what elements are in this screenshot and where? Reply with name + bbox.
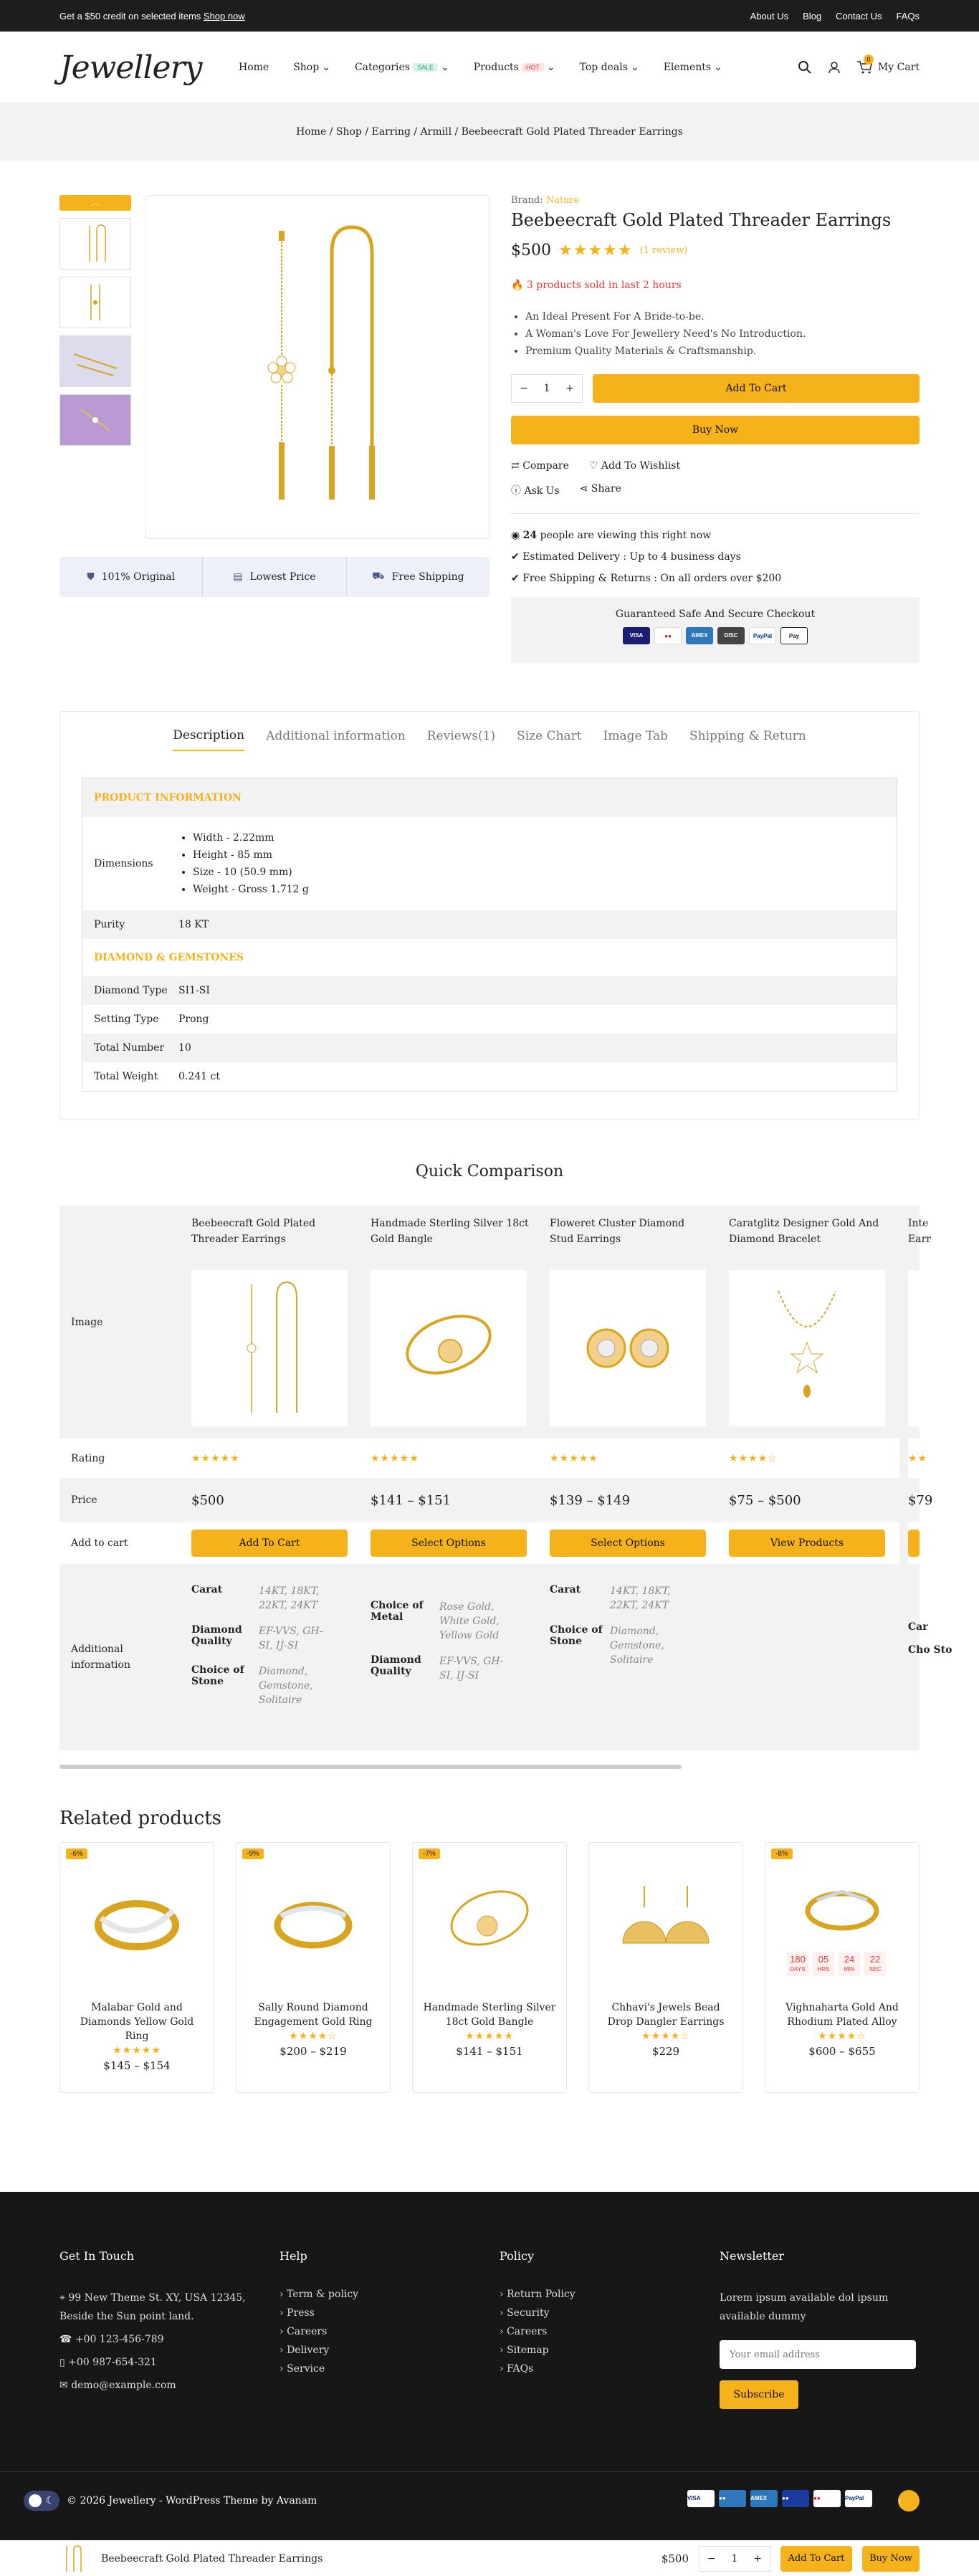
plus-icon[interactable]: + [565, 383, 575, 394]
truck-icon: ⛟ [372, 571, 385, 582]
attr-value: Rose Gold, White Gold, Yellow Gold [439, 1601, 500, 1641]
spec-heading: PRODUCT INFORMATION [82, 778, 897, 817]
product-card[interactable] [59, 1842, 214, 2093]
paypal-icon: PayPal [845, 2490, 872, 2507]
spec-value: 10 [178, 1042, 191, 1054]
attr-label: Diamond Quality [371, 1654, 421, 1677]
compare-rating: ★★★★☆ [720, 1439, 899, 1478]
product-price: $500 [511, 242, 551, 259]
address: ⌖ 99 New Theme St. XY, USA 12345, Beside the Sun point land. [59, 2292, 246, 2322]
applepay-icon: Pay [780, 627, 808, 644]
feature-list [511, 308, 920, 360]
quantity-value: 1 [543, 383, 550, 394]
footer-heading: Policy [500, 2249, 534, 2263]
compare-add-to-cart[interactable]: Add To Cart [191, 1530, 348, 1557]
spec-value: • Size - 10 (50.9 mm) [193, 864, 309, 881]
thumbnail[interactable] [59, 277, 131, 328]
tab-reviews[interactable]: Reviews(1) [426, 729, 496, 743]
attr-value: EF-VVS, GH-SI, IJ-SI [259, 1626, 323, 1651]
maestro-icon: ●● [782, 2490, 809, 2507]
product-price: $145 – $154 [103, 2059, 171, 2072]
mastercard-icon: ●● [654, 627, 682, 644]
attr-label: Car [908, 1621, 928, 1633]
nav-home[interactable]: Home [239, 62, 269, 73]
tab-shipping-return[interactable]: Shipping & Return [689, 729, 806, 743]
timer-seconds: 22 SEC [864, 1952, 886, 1976]
nav-shop[interactable]: Shop ⌄ [293, 62, 330, 73]
sticky-add-to-cart[interactable]: Add To Cart [780, 2546, 852, 2572]
product-price: $229 [651, 2045, 680, 2058]
compare-price: $139 – $149 [550, 1492, 631, 1508]
compare-button[interactable]: ⇄ Compare [511, 460, 569, 472]
product-name[interactable]: Sally Round Diamond Engagement Gold Ring [254, 2002, 373, 2028]
rating-stars: ★★★★★ [558, 242, 633, 259]
row-label: Rating [59, 1439, 183, 1478]
spec-value: 18 KT [178, 919, 209, 930]
mail-icon: ✉ [59, 2380, 68, 2391]
compare-column [362, 1206, 541, 1750]
timer-days: 180 DAYS [787, 1952, 808, 1976]
footer-heading: Get In Touch [59, 2249, 135, 2263]
product-name[interactable]: Handmade Sterling Silver 18ct Gold Bangle [423, 2002, 556, 2028]
attr-value: Diamond, Gemstone, Solitaire [610, 1626, 664, 1666]
header [0, 32, 979, 103]
moon-icon: ☾ [45, 2495, 55, 2506]
footer-link[interactable]: › Careers [280, 2326, 328, 2337]
comparison-scrollbar[interactable] [59, 1765, 682, 1769]
footer-link[interactable]: › Careers [500, 2326, 548, 2337]
wishlist-button[interactable]: ♡ Add To Wishlist [588, 460, 681, 472]
compare-name[interactable]: Beebeecraft Gold Plated Threader Earrings [191, 1218, 316, 1245]
newsletter-text: Lorem ipsum available dol ipsum available dummy [720, 2292, 889, 2322]
spec-value: • Width - 2.22mm [193, 829, 309, 846]
row-label: Add to cart [59, 1522, 183, 1564]
badge-original: ⛊ 101% Original [59, 557, 203, 597]
compare-select-options[interactable]: Select Options [550, 1530, 706, 1557]
discover-icon: DISC [717, 627, 745, 644]
compare-price: $75 – $500 [729, 1492, 801, 1508]
footer-link[interactable]: › Security [500, 2307, 550, 2319]
sticky-title: Beebeecraft Gold Plated Threader Earrings [101, 2552, 323, 2565]
rating-stars: ★★★★☆ [641, 2031, 690, 2042]
hot-badge: HOT [522, 63, 544, 72]
timer-hours: 05 HRS [813, 1952, 834, 1976]
chevron-down-icon: ⌄ [322, 62, 330, 73]
user-icon[interactable] [828, 61, 841, 74]
product-name[interactable]: Chhavi's Jewels Bead Drop Dangler Earrings [607, 2002, 725, 2028]
product-name[interactable]: Malabar Gold and Diamonds Yellow Gold Ring [80, 2002, 194, 2042]
product-card[interactable] [412, 1842, 567, 2093]
money-icon: ▤ [233, 571, 243, 583]
paypal-icon: PayPal [749, 627, 776, 644]
compare-image[interactable] [729, 1270, 885, 1426]
brand-link[interactable]: Nature [545, 195, 580, 206]
sold-notice: 🔥 3 products sold in last 2 hours [511, 280, 682, 291]
attr-label: Choice of Stone [191, 1664, 244, 1687]
row-label: Price [71, 1494, 97, 1506]
badge-lowest-price: ▤ Lowest Price [203, 557, 346, 597]
chevron-down-icon: ⌄ [440, 62, 449, 73]
faqs-link[interactable]: FAQs [896, 10, 920, 22]
visa-icon: VISA [623, 627, 650, 644]
mobile-icon: ▯ [59, 2357, 65, 2368]
attr-label: Carat [191, 1584, 223, 1595]
attr-label: Cho Sto [908, 1644, 952, 1656]
cart-label: My Cart [877, 62, 920, 73]
shop-now-link[interactable]: Shop now [203, 10, 245, 22]
attr-label: Choice of Metal [371, 1600, 424, 1623]
spec-table [82, 778, 897, 1092]
spec-label: Total Weight [94, 1071, 158, 1082]
brand: Brand: Nature [511, 195, 580, 206]
thumb-up-button[interactable] [59, 195, 131, 211]
footer-heading: Help [280, 2249, 307, 2263]
spec-label: Total Number [94, 1042, 165, 1054]
quantity-value: 1 [731, 2552, 738, 2565]
contact-link[interactable]: Contact Us [836, 10, 882, 22]
nav-products[interactable]: Products HOT ⌄ [473, 62, 555, 73]
quantity-stepper[interactable] [511, 374, 583, 403]
phone-icon: ☎ [59, 2334, 72, 2345]
product-name[interactable]: Vighnaharta Gold And Rhodium Plated Alloy [785, 2002, 899, 2028]
attr-label: Choice of Stone [550, 1624, 603, 1647]
nav-elements[interactable]: Elements ⌄ [663, 62, 722, 73]
amex-icon: AMEX [686, 627, 713, 644]
spec-label: Setting Type [94, 1013, 159, 1025]
spec-label: Dimensions [94, 858, 153, 869]
discount-badge: -8% [771, 1848, 793, 1859]
compare-name[interactable]: Inte Earr [908, 1218, 931, 1245]
share-icon: ⋖ [579, 483, 588, 495]
tab-image[interactable]: Image Tab [603, 729, 668, 743]
check-icon: ✔ [511, 573, 520, 584]
comparison-table [59, 1206, 952, 1779]
mobile[interactable]: ▯ +00 987-654-321 [59, 2357, 157, 2368]
logo[interactable]: Jewellery [59, 49, 202, 86]
sticky-product-thumb [59, 2544, 84, 2573]
promo: Get a $50 credit on selected items Shop now [59, 10, 245, 22]
footer-link[interactable]: › Delivery [280, 2344, 330, 2356]
chevron-down-icon: ⌄ [546, 62, 555, 73]
thumbnail[interactable] [59, 335, 131, 387]
compare-price: $79 [908, 1492, 933, 1508]
product-card[interactable] [236, 1842, 391, 2093]
compare-rating: ★★ [908, 1439, 920, 1478]
footer-heading: Newsletter [720, 2249, 784, 2263]
footer-link[interactable]: › Sitemap [500, 2344, 549, 2356]
theme-toggle[interactable] [24, 2491, 59, 2511]
footer [0, 2192, 979, 2546]
footer-link[interactable]: › Service [280, 2363, 325, 2375]
product-price: $200 – $219 [280, 2045, 347, 2058]
compare-rating: ★★★★★ [183, 1439, 362, 1478]
share-button[interactable]: ⋖ Share [579, 483, 621, 495]
compare-name[interactable]: Caratglitz Designer Gold And Diamond Bracelet [729, 1218, 879, 1245]
add-to-cart-button[interactable]: Add To Cart [593, 374, 920, 403]
spec-label: Diamond Type [94, 985, 168, 996]
check-icon: ✔ [511, 551, 520, 563]
spec-value: 0.241 ct [178, 1071, 220, 1082]
footer-link[interactable]: › Return Policy [500, 2289, 576, 2300]
attr-value: EF-VVS, GH-SI, IJ-SI [439, 1656, 504, 1681]
compare-button-partial[interactable] [908, 1530, 920, 1557]
compare-name[interactable]: Floweret Cluster Diamond Stud Earrings [550, 1218, 685, 1245]
search-icon[interactable] [798, 60, 812, 75]
viewing-notice: ◉ 24 people are viewing this right now [511, 530, 712, 541]
feature-item: • A Woman's Love For Jewellery Need's No Introduction. [525, 325, 920, 343]
sticky-price: $500 [661, 2552, 689, 2565]
feature-item: • An Ideal Present For A Bride-to-be. [525, 308, 920, 325]
delivery-info: ✔ Estimated Delivery : Up to 4 business days [511, 551, 741, 563]
spec-value: Prong [178, 1013, 209, 1025]
compare-column [720, 1206, 899, 1750]
attr-value: 14KT, 18KT, 22KT, 24KT [259, 1585, 320, 1611]
chevron-up-icon: ︿ [90, 198, 100, 208]
compare-price: $141 – $151 [371, 1492, 452, 1508]
compare-price: $500 [191, 1492, 224, 1508]
breadcrumb: Home / Shop / Earring / Armill / Beebeecraft Gold Plated Threader Earrings [0, 103, 979, 161]
product-card[interactable] [765, 1842, 920, 2093]
sun-icon [29, 2494, 42, 2507]
row-label: Image [71, 1316, 103, 1328]
compare-name[interactable]: Handmade Sterling Silver 18ct Gold Bangle [371, 1218, 529, 1245]
compare-image[interactable] [191, 1270, 348, 1426]
chevron-down-icon: ⌄ [714, 62, 722, 73]
nav-top-deals[interactable]: Top deals ⌄ [579, 62, 639, 73]
main-product-image[interactable] [145, 195, 490, 539]
row-label: Additional information [71, 1644, 130, 1671]
spec-value: SI1-SI [178, 985, 210, 996]
cart-count: 0 [864, 54, 874, 65]
mastercard-icon: ●● [813, 2490, 841, 2507]
attr-label: Diamond Quality [191, 1624, 242, 1647]
secure-checkout: Guaranteed Safe And Secure Checkout VISA ●● AMEX DISC PayPal Pay [511, 597, 920, 663]
eye-icon: ◉ [511, 530, 520, 541]
discount-badge: -9% [242, 1848, 264, 1859]
thumbnail[interactable] [59, 218, 131, 269]
rating-stars: ★★★★☆ [818, 2031, 866, 2042]
compare-image[interactable] [371, 1270, 527, 1426]
tab-description[interactable]: Description [173, 728, 244, 751]
badge-free-shipping: ⛟ Free Shipping [372, 571, 464, 583]
about-link[interactable]: About Us [750, 10, 789, 22]
copyright: © 2026 Jewellery - WordPress Theme by Avanam [67, 2495, 317, 2506]
chevron-down-icon: ⌄ [630, 62, 639, 73]
blog-link[interactable]: Blog [803, 10, 822, 22]
spec-value: • Height - 85 mm [193, 846, 309, 864]
card-icon: ●● [719, 2490, 746, 2507]
countdown-timer [787, 1952, 886, 1976]
footer-link[interactable]: › Press [280, 2307, 315, 2319]
amex-icon: AMEX [750, 2490, 778, 2507]
attr-label: Carat [550, 1584, 581, 1595]
cart[interactable] [856, 56, 920, 75]
thumbnail[interactable] [59, 394, 131, 446]
product-title: Beebeecraft Gold Plated Threader Earrings [511, 210, 892, 230]
sticky-add-to-cart-bar [0, 2540, 979, 2576]
rating-stars: ★★★★★ [465, 2031, 514, 2042]
rating-stars: ★★★★☆ [289, 2031, 338, 2042]
sale-badge: SALE [413, 63, 438, 72]
related-title: Related products [59, 1808, 221, 1829]
product-tabs [59, 711, 920, 1120]
review-link[interactable]: (1 review) [639, 245, 688, 256]
newsletter-email-input[interactable] [720, 2340, 916, 2369]
minus-icon[interactable]: − [519, 383, 528, 394]
nav-categories[interactable]: Categories SALE ⌄ [354, 62, 449, 73]
discount-badge: -7% [419, 1848, 440, 1859]
spec-value: • Weight - Gross 1.712 g [193, 881, 309, 898]
compare-column [541, 1206, 720, 1750]
compare-column [183, 1206, 362, 1750]
product-card[interactable] [588, 1842, 743, 2093]
email[interactable]: ✉ demo@example.com [59, 2380, 176, 2391]
timer-minutes: 24 MIN [839, 1952, 860, 1976]
plus-icon[interactable]: + [753, 2552, 763, 2565]
subscribe-button[interactable]: Subscribe [720, 2380, 798, 2409]
shield-icon: ⛊ [87, 571, 95, 583]
attr-value: 14KT, 18KT, 22KT, 24KT [610, 1585, 671, 1611]
product-section [59, 195, 920, 711]
related-products [59, 1842, 920, 2093]
rating-stars: ★★★★★ [113, 2045, 161, 2056]
sticky-buy-now[interactable]: Buy Now [862, 2546, 920, 2572]
footer-link[interactable]: › Term & policy [280, 2289, 359, 2300]
comparison-title: Quick Comparison [415, 1163, 564, 1180]
top-bar [0, 0, 979, 32]
spec-label: Purity [94, 919, 125, 930]
phone[interactable]: ☎ +00 123-456-789 [59, 2334, 164, 2345]
spec-heading: DIAMOND & GEMSTONES [94, 952, 244, 963]
minus-icon[interactable]: − [707, 2552, 716, 2565]
shipping-info: ✔ Free Shipping & Returns : On all orders over $200 [511, 573, 782, 584]
ask-button[interactable]: ⓘ Ask Us [511, 485, 560, 497]
compare-image[interactable] [908, 1270, 951, 1426]
question-icon: ⓘ [511, 485, 521, 497]
product-price: $600 – $655 [808, 2045, 876, 2058]
tab-additional-info[interactable]: Additional information [266, 729, 406, 743]
footer-link[interactable]: › FAQs [500, 2363, 534, 2375]
back-to-top-button[interactable]: ↑ [898, 2490, 920, 2511]
compare-rating: ★★★★★ [541, 1439, 720, 1478]
compare-column [899, 1206, 952, 1750]
heart-icon: ♡ [588, 460, 598, 472]
sticky-quantity-stepper[interactable] [699, 2546, 770, 2572]
product-price: $141 – $151 [456, 2045, 523, 2058]
fire-icon: 🔥 [511, 280, 524, 291]
compare-icon: ⇄ [511, 460, 520, 472]
tab-size-chart[interactable]: Size Chart [517, 729, 582, 743]
compare-image[interactable] [550, 1270, 706, 1426]
compare-select-options[interactable]: Select Options [371, 1530, 527, 1557]
location-icon: ⌖ [59, 2292, 65, 2304]
attr-value: Diamond, Gemstone, Solitaire [259, 1666, 313, 1706]
discount-badge: -6% [66, 1848, 87, 1859]
buy-now-button[interactable]: Buy Now [511, 416, 920, 444]
compare-rating: ★★★★★ [362, 1439, 541, 1478]
visa-icon: VISA [687, 2490, 715, 2507]
compare-view-products[interactable]: View Products [729, 1530, 885, 1557]
feature-item: • Premium Quality Materials & Craftsmanship. [525, 343, 920, 360]
